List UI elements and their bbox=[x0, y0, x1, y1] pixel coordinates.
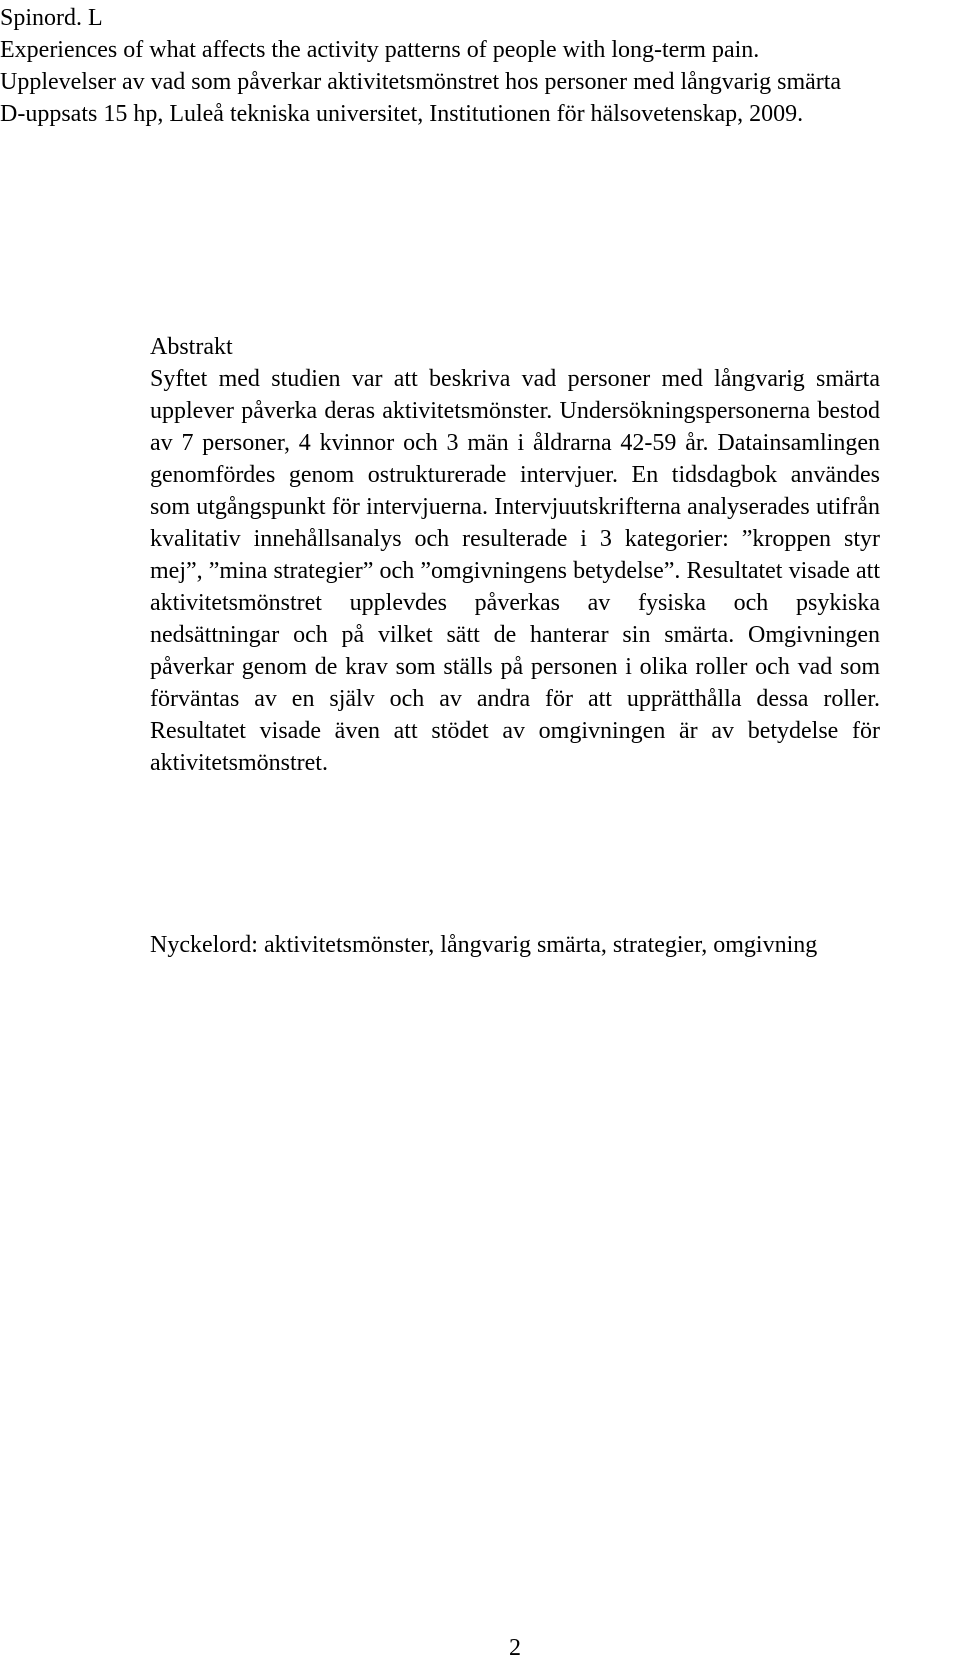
document-header bbox=[0, 2, 958, 130]
author-line: Spinord. L bbox=[0, 5, 103, 31]
abstract-section bbox=[150, 331, 880, 779]
english-title: Experiences of what affects the activity patterns of people with long-term pain. bbox=[0, 37, 760, 63]
abstract-heading: Abstrakt bbox=[150, 334, 233, 360]
abstract-body: Syftet med studien var att beskriva vad personer med långvarig smärta upplever påverka deras aktivitetsmönster. Undersökningspersonerna bestod av 7 personer, 4 kvinnor och 3 män i åldrarna 42-59 år. Datainsamlingen genomfördes genom ostrukturerade intervjuer. En tidsdagbok användes som utgångspunkt för intervjuerna. Intervjuutskrifterna analyserades utifrån kvalitativ innehållsanalys och resulterade i 3 kategorier: ”kroppen styr mej”, ”mina strategier” och ”omgivningens betydelse”. Resultatet visade att aktivitetsmönstret upplevdes påverkas av fysiska och psykiska nedsättningar och på vilket sätt de hanterar sin smärta. Omgivningen påverkar genom de krav som ställs på personen i olika roller och vad som förväntas av en själv och av andra för att upprätthålla dessa roller. Resultatet visade även att stödet av omgivningen är av betydelse för aktivitetsmönstret. bbox=[150, 366, 880, 776]
page-number: 2 bbox=[509, 1635, 521, 1661]
swedish-title: Upplevelser av vad som påverkar aktivitetsmönstret hos personer med långvarig smärta bbox=[0, 69, 842, 95]
thesis-info: D-uppsats 15 hp, Luleå tekniska universitet, Institutionen för hälsovetenskap, 2009. bbox=[0, 101, 804, 127]
keywords-line: Nyckelord: aktivitetsmönster, långvarig smärta, strategier, omgivning bbox=[150, 932, 818, 958]
